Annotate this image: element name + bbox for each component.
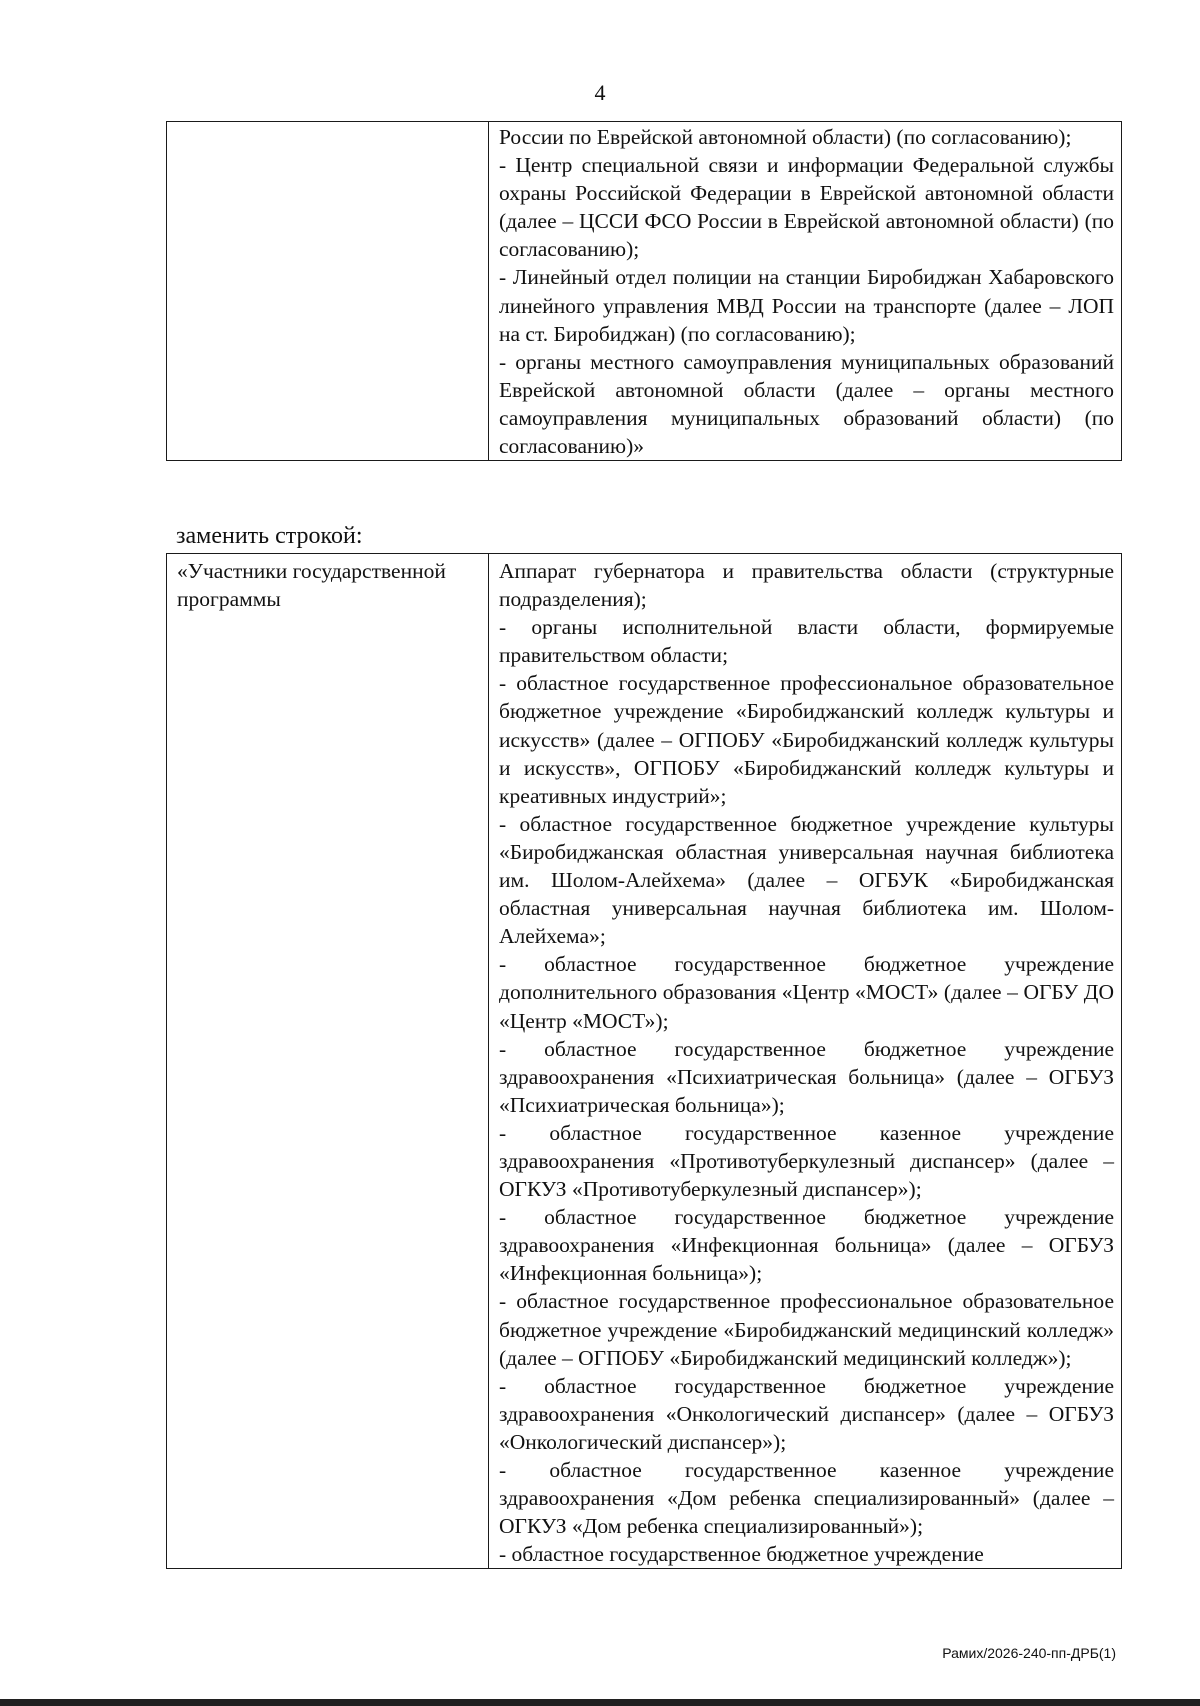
list-item: - Центр специальной связи и информации Федеральной службы охраны Российской Федерации в Еврейской автономной области (далее – ЦССИ ФСО России в Еврейской автономной области) (по согласованию); — [499, 153, 1114, 262]
list-item: - областное государственное казенное учреждение здравоохранения «Противотуберкулезный диспансер» (далее – ОГКУЗ «Противотуберкулезный диспансер»); — [499, 1120, 1114, 1202]
table-cell-left — [167, 554, 489, 1569]
list-item: - органы исполнительной власти области, формируемые правительством области; — [499, 615, 1114, 668]
participants-heading: «Участники государственной программы — [177, 559, 446, 612]
footer-document-code: Рамих/2026-240-пп-ДРБ(1) — [942, 1645, 1116, 1661]
table-row — [167, 122, 1122, 461]
list-item: - областное государственное бюджетное учреждение здравоохранения «Психиатрическая больница» (далее – ОГБУЗ «Психиатрическая больница»); — [499, 1036, 1114, 1117]
page-number: 4 — [594, 80, 606, 105]
table-row — [167, 554, 1122, 1569]
list-item: - областное государственное бюджетное учреждение культуры «Биробиджанская областная универсальная научная библиотека им. Шолом-Алейхема» (далее – ОГБУК «Биробиджанская областная универсальная научная библиотека им. Шолом-Алейхема»; — [499, 811, 1114, 949]
replace-instruction: заменить строкой: — [176, 523, 363, 549]
list-item: Аппарат губернатора и правительства области (структурные подразделения); — [499, 559, 1114, 612]
list-item: - органы местного самоуправления муниципальных образований Еврейской автономной области (далее – органы местного самоуправления муниципальных образований области) (по согласованию)» — [499, 349, 1114, 459]
list-item: - Линейный отдел полиции на станции Биробиджан Хабаровского линейного управления МВД России на транспорте (далее – ЛОП на ст. Биробиджан) (по согласованию); — [499, 265, 1114, 346]
list-item: России по Еврейской автономной области) (по согласованию); — [499, 125, 1072, 149]
list-item: - областное государственное профессиональное образовательное бюджетное учреждение «Биробиджанский колледж культуры и искусств» (далее – ОГПОБУ «Биробиджанский колледж культуры и искусств», ОГПОБУ «Биробиджанский колледж культуры и креативных индустрий»; — [499, 671, 1114, 808]
list-item: - областное государственное бюджетное учреждение — [499, 1542, 984, 1567]
table-cell-right — [489, 554, 1122, 1569]
table-cell-left — [167, 122, 489, 461]
list-item: - областное государственное казенное учреждение здравоохранения «Дом ребенка специализированный» (далее – ОГКУЗ «Дом ребенка специализированный»); — [499, 1458, 1114, 1539]
top-table — [166, 121, 1122, 461]
scan-edge-divider — [0, 1699, 1200, 1706]
list-item: - областное государственное бюджетное учреждение здравоохранения «Инфекционная больница» (далее – ОГБУЗ «Инфекционная больница»); — [499, 1205, 1114, 1286]
list-item: - областное государственное профессиональное образовательное бюджетное учреждение «Биробиджанский медицинский колледж» (далее – ОГПОБУ «Биробиджанский медицинский колледж»); — [499, 1289, 1114, 1370]
bottom-table — [166, 553, 1122, 1569]
list-item: - областное государственное бюджетное учреждение здравоохранения «Онкологический диспансер» (далее – ОГБУЗ «Онкологический диспансер»); — [499, 1373, 1114, 1454]
list-item: - областное государственное бюджетное учреждение дополнительного образования «Центр «МОСТ» (далее – ОГБУ ДО «Центр «МОСТ»); — [499, 952, 1114, 1033]
table-cell-right — [489, 122, 1122, 461]
